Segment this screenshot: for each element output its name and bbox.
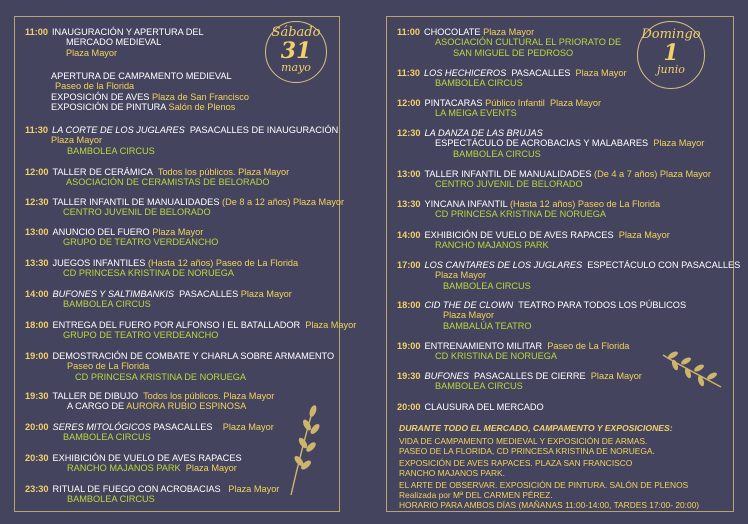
footer-paragraph <box>399 437 725 456</box>
badge-month: mayo <box>281 61 311 74</box>
event-time: 11:00 <box>25 27 48 37</box>
event-group: SAN MIGUEL DE PEDROSO <box>453 47 574 58</box>
event-title: EXHIBICIÓN DE VUELO DE AVES RAPACES <box>52 453 242 463</box>
event-group: CENTRO JUVENIL DE BELORADO <box>63 207 211 218</box>
event-item <box>397 169 711 190</box>
event-type: PASACALLES <box>153 422 213 432</box>
wheat-sprig-icon <box>659 347 725 393</box>
event-group: BAMBOLEA CIRCUS <box>435 381 523 392</box>
event-group: CD PRINCESA KRISTINA DE NORUEGA <box>63 268 235 279</box>
event-place: Plaza Mayor <box>618 230 670 240</box>
event-item <box>51 71 249 113</box>
event-group: LA MEIGA EVENTS <box>435 108 517 119</box>
event-time: 13:30 <box>397 199 421 209</box>
event-time: 11:00 <box>397 27 420 37</box>
event-group: AURORA RUBIO ESPINOSA <box>126 401 247 412</box>
event-item <box>25 227 218 248</box>
event-title: CLAUSURA DEL MERCADO <box>424 402 544 412</box>
event-title: RITUAL DE FUEGO CON ACROBACIAS <box>52 484 221 494</box>
event-place: Plaza Mayor <box>659 169 711 179</box>
badge-weekday: Sábado <box>271 25 321 40</box>
event-type: PASACALLES DE CIERRE <box>474 371 586 381</box>
event-title: SERES MITOLÓGICOS <box>52 422 151 432</box>
event-title: BUFONES Y SALTIMBANKIS <box>52 289 175 299</box>
event-title: CHOCOLATE <box>424 27 481 37</box>
event-time: 11:30 <box>25 125 48 135</box>
event-note: (De 4 a 7 años) <box>594 169 658 179</box>
event-place: Plaza Mayor <box>222 422 274 432</box>
event-note: Todos los públicos. <box>157 167 236 177</box>
event-place: Plaza Mayor <box>575 68 627 78</box>
footer-line: HORARIO PARA AMBOS DÍAS (MAÑANAS 11:00-14:00, TARDES 17:00- 20:00) <box>399 499 700 510</box>
event-group: BAMBOLEA CIRCUS <box>453 148 541 159</box>
event-place: Plaza de San Francisco <box>151 91 249 102</box>
event-time: 12:00 <box>397 98 421 108</box>
event-time: 19:00 <box>397 341 421 351</box>
sunday-panel <box>386 16 741 512</box>
footer-line: EXPOSICIÓN DE AVES RAPACES. PLAZA SAN FRANCISCO <box>399 458 633 469</box>
event-group: CD PRINCESA KRISTINA DE NORUEGA <box>75 371 247 382</box>
event-time: 13:00 <box>397 169 421 179</box>
event-time: 13:00 <box>25 227 49 237</box>
event-note: (Hasta 12 años) <box>509 199 576 209</box>
footer-line: VIDA DE CAMPAMENTO MEDIEVAL Y EXPOSICIÓN DE ARMAS. <box>399 436 648 446</box>
event-place: Paseo de La Florida <box>547 341 630 351</box>
event-place: Plaza Mayor <box>238 167 290 177</box>
event-place: Paseo de La Florida <box>577 199 661 209</box>
event-item <box>397 27 621 58</box>
event-item <box>25 453 242 474</box>
event-time: 13:30 <box>25 258 49 268</box>
event-place: Plaza Mayor <box>293 197 345 207</box>
event-place: Paseo de La Florida <box>67 361 150 372</box>
footer-paragraph <box>399 481 725 510</box>
event-place: Plaza Mayor <box>305 320 357 330</box>
event-item <box>25 27 204 58</box>
event-time: 11:30 <box>397 68 420 78</box>
event-item <box>25 125 338 156</box>
saturday-date-badge <box>265 21 327 83</box>
event-type: PASACALLES <box>511 68 571 78</box>
footer-line: RANCHO MAJANOS PARK. <box>399 467 505 478</box>
event-item <box>397 260 740 291</box>
footer-heading: DURANTE TODO EL MERCADO, CAMPAMENTO Y EXPOSICIONES: <box>399 423 673 433</box>
sunday-date-badge <box>637 21 705 89</box>
event-time: 18:00 <box>25 320 49 330</box>
event-item <box>397 230 670 251</box>
event-note: (Hasta 12 años) <box>147 258 214 268</box>
event-time: 12:00 <box>25 167 49 177</box>
event-title: LA CORTE DE LOS JUGLARES <box>52 125 185 135</box>
event-place: Plaza Mayor <box>223 391 275 401</box>
event-time: 20:30 <box>25 453 49 463</box>
event-item <box>397 199 660 220</box>
event-title: LOS HECHICEROS <box>424 68 507 78</box>
event-item <box>397 371 642 392</box>
badge-weekday: Domingo <box>641 27 701 42</box>
event-title: EXPOSICIÓN DE AVES <box>51 91 150 102</box>
footer-permanent-exhibitions <box>399 423 725 510</box>
event-type: TEATRO PARA TODOS LOS PÚBLICOS <box>518 300 687 310</box>
event-group: BAMBOLEA CIRCUS <box>67 494 155 505</box>
event-title: PINTACARAS <box>424 98 483 108</box>
event-item <box>25 197 344 218</box>
event-group: CENTRO JUVENIL DE BELORADO <box>435 179 583 190</box>
event-title: YINCANA INFANTIL <box>424 199 508 209</box>
footer-line: EL ARTE DE OBSERVAR. EXPOSICIÓN DE PINTURA. SALÓN DE PLENOS <box>399 480 689 491</box>
event-place: Plaza Mayor <box>653 138 705 149</box>
event-time: 12:30 <box>397 128 421 138</box>
event-time: 19:00 <box>25 351 49 361</box>
event-title: EXPOSICIÓN DE PINTURA <box>51 102 166 113</box>
event-title: JUEGOS INFANTILES <box>52 258 146 268</box>
event-title: ENTREGA DEL FUERO POR ALFONSO I EL BATALLADOR <box>52 320 301 330</box>
event-item <box>397 128 704 159</box>
event-title: TALLER DE DIBUJO <box>52 391 139 401</box>
event-title: BUFONES <box>424 371 469 381</box>
event-item <box>25 258 298 279</box>
event-title: CID THE DE CLOWN <box>424 300 514 310</box>
event-item <box>25 289 292 310</box>
event-group: CD PRINCESA KRISTINA DE NORUEGA <box>435 209 607 220</box>
event-item <box>25 422 274 443</box>
badge-month: junio <box>657 63 685 76</box>
wheat-sprig-icon <box>279 399 329 499</box>
event-item <box>25 320 356 341</box>
event-place: Paseo de la Florida <box>55 81 135 92</box>
event-group: RANCHO MAJANOS PARK <box>435 240 549 251</box>
event-group: BAMBALÚA TEATRO <box>443 320 532 331</box>
event-group: CD KRISTINA DE NORUEGA <box>435 351 558 362</box>
footer-paragraph <box>399 459 725 478</box>
event-note: Público Infantil <box>485 98 545 108</box>
event-place: Plaza Mayor <box>590 371 642 381</box>
event-time: 12:30 <box>25 197 49 207</box>
event-title: TALLER DE CERÁMICA <box>52 167 153 177</box>
event-place: Plaza Mayor <box>228 484 280 494</box>
event-item <box>25 484 279 505</box>
event-group: BAMBOLEA CIRCUS <box>67 145 155 156</box>
event-type: ESPECTÁCULO CON PASACALLES <box>587 260 741 270</box>
event-title: ESPECTÁCULO DE ACROBACIAS Y MALABARES <box>435 138 649 149</box>
event-place: Plaza Mayor <box>51 135 103 146</box>
event-title: LOS CANTARES DE LOS JUGLARES <box>424 260 583 270</box>
event-title: TALLER INFANTIL DE MANUALIDADES <box>52 197 220 207</box>
event-item <box>397 300 686 331</box>
event-item <box>397 402 544 412</box>
event-type: PASACALLES DE INAUGURACIÓN <box>189 125 339 135</box>
event-place: Paseo de La Florida <box>215 258 299 268</box>
event-group: GRUPO DE TEATRO VERDEANCHO <box>63 237 219 248</box>
event-title: APERTURA DE CAMPAMENTO MEDIEVAL <box>51 71 232 81</box>
footer-line: PASEO DE LA FLORIDA, CD PRINCESA KRISTINA DE NORUEGA. <box>399 445 655 456</box>
event-title: A CARGO DE <box>67 401 125 412</box>
event-item <box>25 167 289 188</box>
event-item <box>25 351 334 382</box>
event-group: ASOCIACIÓN CULTURAL EL PRIORATO DE <box>435 37 622 48</box>
event-note: (De 8 a 12 años) <box>222 197 291 207</box>
event-title-2: MERCADO MEDIEVAL <box>66 37 162 48</box>
event-place: Salón de Plenos <box>168 102 236 113</box>
event-place: Plaza Mayor <box>435 270 487 281</box>
event-time: 14:00 <box>397 230 421 240</box>
event-time: 20:00 <box>397 402 421 412</box>
event-time: 23:30 <box>25 484 49 494</box>
event-group: BAMBOLEA CIRCUS <box>63 432 151 443</box>
event-title: TALLER INFANTIL DE MANUALIDADES <box>424 169 592 179</box>
event-time: 19:30 <box>25 391 49 401</box>
event-title: LA DANZA DE LAS BRUJAS <box>424 128 543 138</box>
event-place: Plaza Mayor <box>152 227 204 237</box>
event-time: 19:30 <box>397 371 421 381</box>
event-place: Plaza Mayor <box>240 289 292 299</box>
footer-line: Realizada por Mª DEL CARMEN PÉREZ. <box>399 489 553 500</box>
event-place: Plaza Mayor <box>443 310 495 321</box>
event-type: PASACALLES <box>179 289 239 299</box>
event-group: RANCHO MAJANOS PARK <box>67 463 181 474</box>
event-group: BAMBOLEA CIRCUS <box>435 78 523 89</box>
event-place: Plaza Mayor <box>185 463 237 474</box>
event-time: 17:00 <box>397 260 421 270</box>
event-title: ANUNCIO DEL FUERO <box>52 227 150 237</box>
event-group: BAMBOLEA CIRCUS <box>63 299 151 310</box>
event-group: BAMBOLEA CIRCUS <box>443 280 531 291</box>
event-group: GRUPO DE TEATRO VERDEANCHO <box>63 330 219 341</box>
saturday-panel <box>14 16 357 512</box>
event-title: INAUGURACIÓN Y APERTURA DEL <box>52 27 204 37</box>
event-item <box>397 98 601 119</box>
event-place: Plaza Mayor <box>483 27 535 37</box>
event-time: 18:00 <box>397 300 421 310</box>
event-title: ENTRENAMIENTO MILITAR <box>424 341 543 351</box>
badge-day: 1 <box>663 40 679 66</box>
event-item <box>25 391 274 412</box>
event-note: Todos los públicos. <box>143 391 221 401</box>
event-title: DEMOSTRACIÓN DE COMBATE Y CHARLA SOBRE ARMAMENTO <box>52 351 335 361</box>
event-time: 20:00 <box>25 422 49 432</box>
event-item <box>397 68 627 89</box>
event-title: EXHIBICIÓN DE VUELO DE AVES RAPACES <box>424 230 614 240</box>
event-place: Plaza Mayor <box>66 47 118 58</box>
event-time: 14:00 <box>25 289 49 299</box>
event-item <box>397 341 629 362</box>
event-place: Plaza Mayor <box>549 98 602 108</box>
event-group: ASOCIACIÓN DE CERAMISTAS DE BELORADO <box>66 177 270 188</box>
badge-day: 31 <box>280 38 312 64</box>
